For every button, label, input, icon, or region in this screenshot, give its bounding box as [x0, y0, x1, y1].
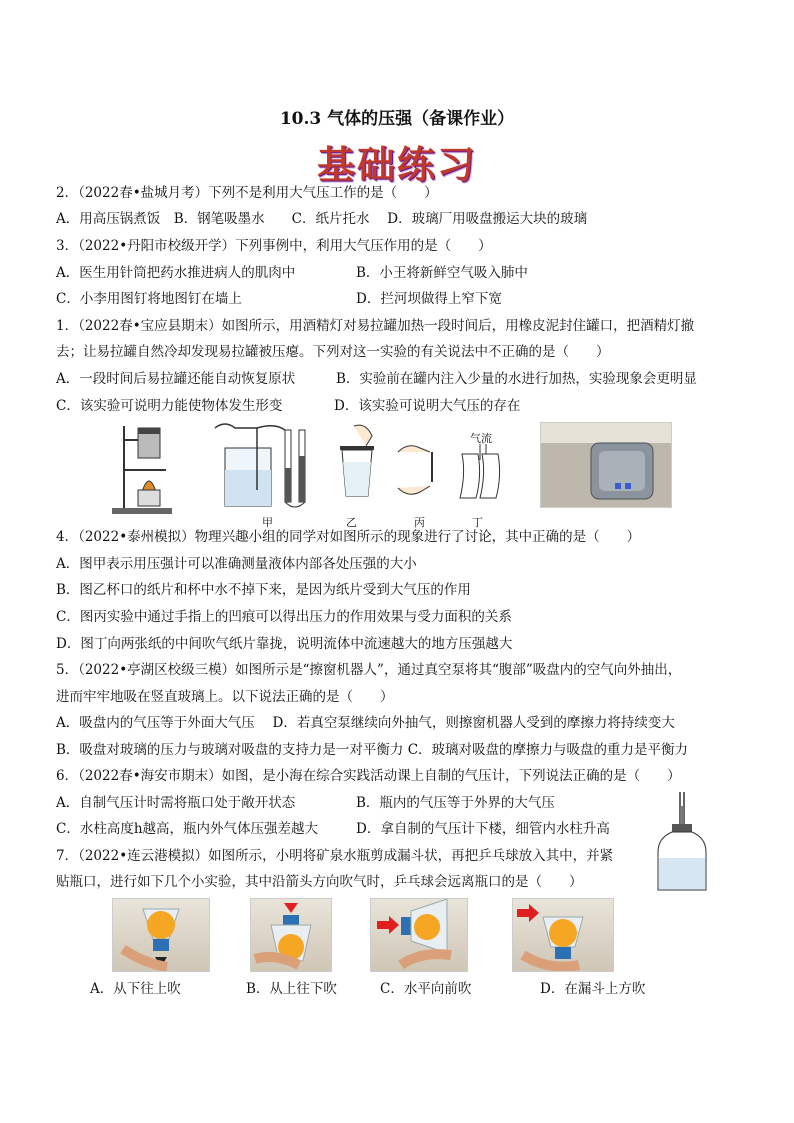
- barometer-bottle-figure: [654, 790, 710, 894]
- figure-label-yi: 乙: [346, 516, 357, 529]
- airflow-label: 气流: [470, 432, 492, 445]
- figure-label-bing: 丙: [414, 516, 425, 529]
- finger-pencil-figure: [394, 436, 446, 496]
- q5-line1: 5．（2022•亭湖区校级三模）如图所示是“擦窗机器人”，通过真空泵将其“腹部”吸盘内的空气向外抽出，: [56, 662, 682, 678]
- q7-line1: 7．（2022•连云港模拟）如图所示，小明将矿泉水瓶剪成漏斗状，再把乒乓球放入其中，并紧: [56, 848, 614, 864]
- q4-option-b: B．图乙杯口的纸片和杯中水不掉下来，是因为纸片受到大气压的作用: [56, 582, 471, 598]
- q7-illustration-c: [371, 899, 467, 971]
- q2-options: A．用高压锅煮饭 B．钢笔吸墨水 C．纸片托水 D．玻璃厂用吸盘搬运大块的玻璃: [56, 211, 588, 227]
- q1-option-c: C．该实验可说明力能使物体发生形变: [56, 398, 283, 414]
- q6-option-b: B．瓶内的气压等于外界的大气压: [356, 795, 555, 811]
- q4-option-c: C．图丙实验中通过手指上的凹痕可以得出压力的作用效果与受力面积的关系: [56, 609, 512, 625]
- q5-options-ad: A．吸盘内的气压等于外面大气压 D．若真空泵继续向外抽气，则擦窗机器人受到的摩擦力将持续变大: [56, 715, 675, 731]
- q1-option-a: A．一段时间后易拉罐还能自动恢复原状: [56, 371, 296, 387]
- q6-stem: 6．（2022春•海安市期末）如图，是小海在综合实践活动课上自制的气压计，下列说法正确的是（ ）: [56, 768, 681, 784]
- q7-illustration-b: [251, 899, 331, 971]
- q7-photo-b: [250, 898, 332, 972]
- figure-label-ding: 丁: [472, 516, 483, 529]
- q6-option-d: D．拿自制的气压计下楼，细管内水柱升高: [356, 821, 610, 837]
- can-heating-figure: [104, 420, 204, 518]
- pressure-gauge-figure: [205, 418, 321, 514]
- q3-stem: 3．（2022•丹阳市校级开学）下列事例中，利用大气压作用的是（ ）: [56, 238, 492, 254]
- q2-stem: 2．（2022春•盐城月考）下列不是利用大气压工作的是（ ）: [56, 185, 438, 201]
- q1-line2: 去；让易拉罐自然冷却发现易拉罐被压瘪。下列对这一实验的有关说法中不正确的是（ ）: [56, 344, 610, 360]
- q3-option-c: C．小李用图钉将地图钉在墙上: [56, 291, 242, 307]
- q1-line1: 1．（2022春•宝应县期末）如图所示，用酒精灯对易拉罐加热一段时间后，用橡皮泥封住罐口，把酒精灯撤: [56, 318, 695, 334]
- q5-options-bc: B．吸盘对玻璃的压力与玻璃对吸盘的支持力是一对平衡力 C．玻璃对吸盘的摩擦力与吸盘的重力是平衡力: [56, 742, 689, 758]
- section-banner: 基础练习: [316, 142, 477, 187]
- page-title: 10.3 气体的压强（备课作业）: [279, 109, 515, 129]
- q6-option-a: A．自制气压计时需将瓶口处于敞开状态: [56, 795, 296, 811]
- q7-illustration-d: [513, 899, 613, 971]
- window-robot-photo: [540, 422, 672, 508]
- window-robot-illustration: [541, 423, 671, 507]
- q4-stem: 4．（2022•泰州模拟）物理兴趣小组的同学对如图所示的现象进行了讨论，其中正确的是（ ）: [56, 529, 641, 545]
- q7-photo-d: [512, 898, 614, 972]
- q7-option-d: D．在漏斗上方吹: [540, 981, 646, 997]
- q7-photo-c: [370, 898, 468, 972]
- figure-label-jia: 甲: [262, 516, 273, 529]
- q4-option-a: A．图甲表示用压强计可以准确测量液体内部各处压强的大小: [56, 556, 417, 572]
- q6-option-c: C．水柱高度h越高，瓶内外气体压强差越大: [56, 821, 319, 837]
- q7-option-b: B．从上往下吹: [246, 981, 337, 997]
- q5-line2: 进而牢牢地吸在竖直玻璃上。以下说法正确的是（ ）: [56, 689, 394, 705]
- cup-paper-figure: [326, 422, 386, 502]
- q7-option-c: C．水平向前吹: [380, 981, 472, 997]
- q3-option-a: A．医生用针筒把药水推进病人的肌肉中: [56, 265, 296, 281]
- q4-option-d: D．图丁向两张纸的中间吹气纸片靠拢，说明流体中流速越大的地方压强越大: [56, 636, 513, 652]
- q7-illustration-a: [113, 899, 209, 971]
- q7-line2: 贴瓶口，进行如下几个小实验，其中沿箭头方向吹气时，乒乓球会远离瓶口的是（ ）: [56, 874, 583, 890]
- q1-option-b: B．实验前在罐内注入少量的水进行加热，实验现象会更明显: [336, 371, 697, 387]
- q3-option-b: B．小王将新鲜空气吸入肺中: [356, 265, 528, 281]
- q7-option-a: A．从下往上吹: [90, 981, 181, 997]
- q7-photo-a: [112, 898, 210, 972]
- q3-option-d: D．拦河坝做得上窄下宽: [356, 291, 502, 307]
- q1-option-d: D．该实验可说明大气压的存在: [334, 398, 521, 414]
